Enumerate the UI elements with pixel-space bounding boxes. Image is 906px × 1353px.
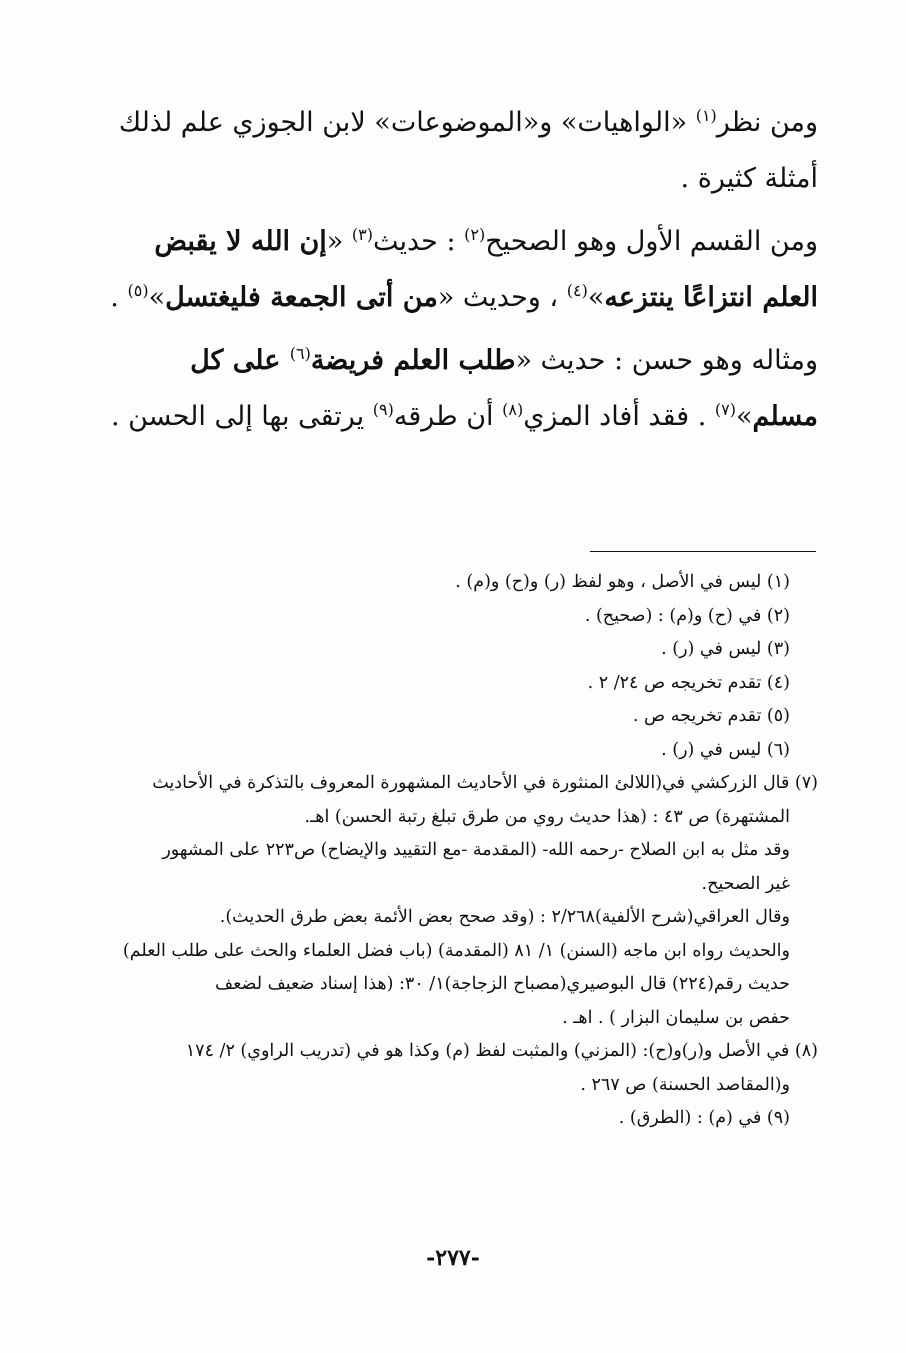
footnote-ref-9[interactable]: (٩) bbox=[372, 400, 394, 419]
footnote-line: (١) ليس في الأصل ، وهو لفظ (ر) و(ح) و(م) . bbox=[455, 572, 790, 592]
footnote-line: (٨) في الأصل و(ر)و(ح): (المزني) والمثبت لفظ (م) وكذا هو في (تدريب الراوي) ٢/ ١٧٤ bbox=[185, 1041, 818, 1061]
footnote-2 bbox=[102, 600, 818, 634]
footnote-line: والحديث رواه ابن ماجه (السنن) ١/ ٨١ (المقدمة) (باب فضل العلماء والحث على طلب العلم) bbox=[122, 940, 790, 961]
page-number: -٢٧٧- bbox=[426, 1245, 480, 1271]
footnote-3 bbox=[102, 633, 818, 667]
text-run: ، وحديث « bbox=[437, 282, 567, 313]
footnote-ref-1[interactable]: (١) bbox=[695, 106, 717, 125]
footnote-ref-5[interactable]: (٥) bbox=[127, 281, 149, 300]
paragraph-2 bbox=[108, 214, 818, 326]
footnote-line: (٩) في (م) : (الطرق) . bbox=[618, 1108, 790, 1128]
paragraph-1-line-1 bbox=[108, 95, 818, 151]
text-run: . فقد أفاد المزي bbox=[523, 401, 715, 432]
footnote-line: وقال العراقي(شرح الألفية)٢/٢٦٨ : (وقد صحح بعض الأئمة بعض طرق الحديث). bbox=[219, 907, 790, 927]
paragraph-2-line-1 bbox=[108, 214, 818, 270]
text-run: يرتقى بها إلى الحسن . bbox=[110, 401, 373, 432]
footnote-ref-8[interactable]: (٨) bbox=[502, 400, 524, 419]
footnote-line: المشتهرة) ص ٤٣ : (هذا حديث روي من طرق تبلغ رتبة الحسن) اهـ. bbox=[304, 806, 790, 827]
hadith-text: على كل bbox=[190, 345, 290, 376]
footnote-9 bbox=[102, 1102, 818, 1136]
paragraph-3 bbox=[108, 333, 818, 445]
text-run: «الواهيات» و«الموضوعات» لابن الجوزي علم لذلك bbox=[118, 107, 696, 138]
footnote-ref-6[interactable]: (٦) bbox=[289, 344, 311, 363]
footnote-line: (٤) تقدم تخريجه ص ٢٤/ ٢ . bbox=[587, 672, 790, 693]
footnote-4 bbox=[102, 667, 818, 701]
text-run: : حديث bbox=[372, 226, 465, 257]
text-run: ومن نظر bbox=[716, 107, 818, 138]
footnote-line: حفص بن سليمان البزار ) . اهـ . bbox=[562, 1007, 790, 1028]
footnote-ref-3[interactable]: (٣) bbox=[351, 225, 373, 244]
footnote-line: وقد مثل به ابن الصلاح -رحمه الله- (المقدمة -مع التقييد والإيضاح) ص٢٢٣ على المشهور bbox=[162, 840, 790, 860]
text-run: » bbox=[587, 282, 605, 313]
footnote-line: (٥) تقدم تخريجه ص . bbox=[632, 706, 790, 726]
text-run: » bbox=[736, 401, 753, 432]
text-run: ومن القسم الأول وهو الصحيح bbox=[485, 226, 818, 257]
footnote-line: غير الصحيح. bbox=[701, 873, 790, 894]
hadith-text: العلم انتزاعًا ينتزعه bbox=[604, 282, 818, 313]
footnote-line: (٣) ليس في (ر) . bbox=[661, 639, 790, 659]
footnote-line: و(المقاصد الحسنة) ص ٢٦٧ . bbox=[580, 1074, 790, 1095]
text-run: أن طرقه bbox=[393, 401, 503, 432]
footnote-6 bbox=[102, 734, 818, 768]
footnote-separator bbox=[590, 551, 816, 552]
footnote-1 bbox=[102, 566, 818, 600]
hadith-text: طلب العلم فريضة bbox=[310, 345, 516, 376]
paragraph-1 bbox=[108, 95, 818, 207]
paragraph-3-line-1 bbox=[108, 333, 818, 389]
hadith-text: من أتى الجمعة فليغتسل bbox=[165, 282, 438, 313]
text-run: » bbox=[148, 282, 166, 313]
footnote-ref-2[interactable]: (٢) bbox=[464, 225, 486, 244]
footnote-ref-4[interactable]: (٤) bbox=[566, 281, 588, 300]
paragraph-1-line-2: أمثلة كثيرة . bbox=[680, 163, 818, 194]
text-run: ومثاله وهو حسن : حديث « bbox=[515, 345, 818, 376]
hadith-text: إن الله لا يقبض bbox=[154, 226, 327, 257]
text-run: « bbox=[326, 226, 352, 257]
main-text bbox=[108, 95, 818, 452]
footnote-line: (٦) ليس في (ر) . bbox=[661, 739, 790, 760]
hadith-text: مسلم bbox=[752, 401, 818, 432]
footnote-line: (٢) في (ح) و(م) : (صحيح) . bbox=[584, 605, 790, 626]
footnotes bbox=[102, 566, 818, 1136]
footnote-line: (٧) قال الزركشي في(اللالئ المنثورة في الأحاديث المشهورة المعروف بالتذكرة في الأحاديث bbox=[152, 773, 818, 793]
footnote-8 bbox=[102, 1035, 818, 1102]
paragraph-3-line-2 bbox=[108, 389, 818, 445]
footnote-ref-7[interactable]: (٧) bbox=[714, 400, 736, 419]
paragraph-2-line-2 bbox=[108, 270, 818, 326]
footnote-7 bbox=[102, 767, 818, 1035]
footnote-line: حديث رقم(٢٢٤) قال البوصيري(مصباح الزجاجة)١/ ٣٠: (هذا إسناد ضعيف لضعف bbox=[214, 974, 790, 994]
text-run: . bbox=[110, 282, 128, 313]
footnote-5 bbox=[102, 700, 818, 734]
